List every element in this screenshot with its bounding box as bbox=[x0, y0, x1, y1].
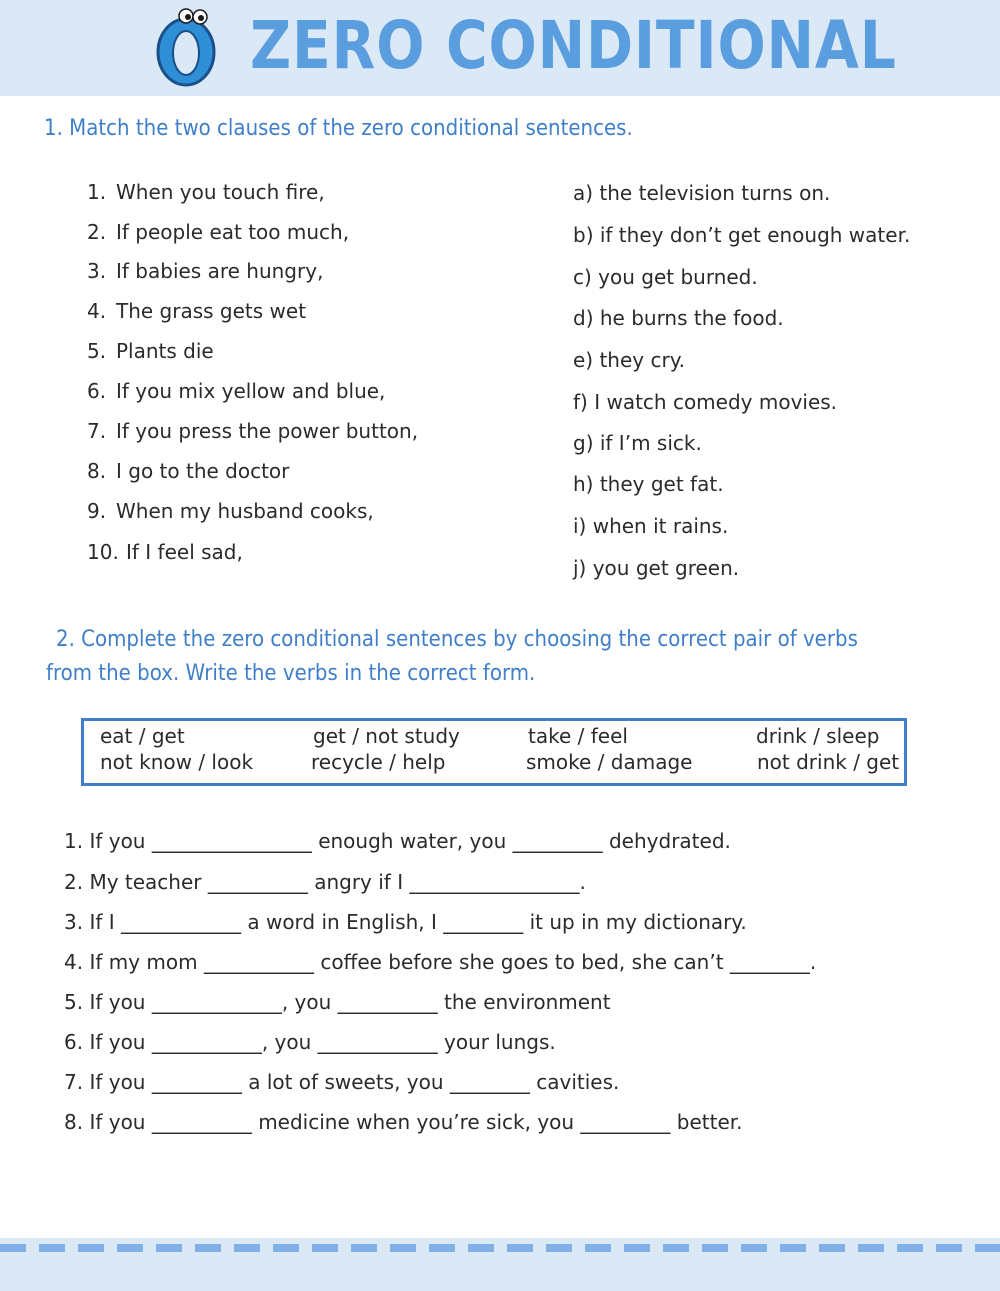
clause-left-item bbox=[87, 220, 349, 244]
clause-left-item bbox=[87, 499, 374, 523]
word-box-item: smoke / damage bbox=[526, 750, 693, 774]
clause-left-item bbox=[87, 339, 214, 363]
fill-in-question: 6. If you ___________, you ____________ your lungs. bbox=[64, 1030, 556, 1054]
clause-right-item: h) they get fat. bbox=[573, 472, 724, 496]
clause-number: 2. bbox=[87, 220, 107, 244]
section2-instruction-line1: 2. Complete the zero conditional sentences by choosing the correct pair of verbs bbox=[56, 627, 858, 652]
word-box-item: recycle / help bbox=[311, 750, 446, 774]
clause-number: 6. bbox=[87, 379, 107, 403]
clause-text: If babies are hungry, bbox=[116, 259, 324, 283]
googly-eyed-o-logo-icon bbox=[150, 6, 226, 88]
clause-left-item bbox=[87, 419, 418, 443]
clause-text: When my husband cooks, bbox=[116, 499, 374, 523]
clause-right-item: d) he burns the food. bbox=[573, 306, 784, 330]
section2-instruction-line2: from the box. Write the verbs in the correct form. bbox=[46, 661, 536, 686]
fill-in-question: 1. If you ________________ enough water, you _________ dehydrated. bbox=[64, 829, 731, 853]
clause-number: 1. bbox=[87, 180, 107, 204]
clause-number: 9. bbox=[87, 499, 107, 523]
header-band bbox=[0, 0, 1000, 96]
clause-right-item: j) you get green. bbox=[573, 556, 740, 580]
clause-right-item: i) when it rains. bbox=[573, 514, 729, 538]
clause-number: 4. bbox=[87, 299, 107, 323]
clause-left-item bbox=[87, 459, 289, 483]
word-box-item: drink / sleep bbox=[756, 724, 880, 748]
clause-right-item: g) if I’m sick. bbox=[573, 431, 702, 455]
clause-number: 10. bbox=[87, 540, 119, 564]
clause-text: If I feel sad, bbox=[126, 540, 243, 564]
fill-in-question: 3. If I ____________ a word in English, I ________ it up in my dictionary. bbox=[64, 910, 747, 934]
section1-instruction: 1. Match the two clauses of the zero conditional sentences. bbox=[44, 116, 633, 141]
clause-left-item bbox=[87, 180, 325, 204]
clause-text: If you press the power button, bbox=[116, 419, 419, 443]
clause-number: 8. bbox=[87, 459, 107, 483]
clause-right-item: a) the television turns on. bbox=[573, 181, 831, 205]
clause-text: The grass gets wet bbox=[116, 299, 307, 323]
verb-word-box bbox=[81, 718, 907, 786]
clause-right-item: b) if they don’t get enough water. bbox=[573, 223, 911, 247]
clause-number: 3. bbox=[87, 259, 107, 283]
fill-in-question: 5. If you _____________, you __________ the environment bbox=[64, 990, 611, 1014]
fill-in-question: 8. If you __________ medicine when you’re sick, you _________ better. bbox=[64, 1110, 743, 1134]
clause-text: When you touch fire, bbox=[116, 180, 325, 204]
word-box-item: eat / get bbox=[100, 724, 185, 748]
word-box-item: take / feel bbox=[528, 724, 628, 748]
clause-left-item bbox=[87, 259, 323, 283]
clause-text: If people eat too much, bbox=[116, 220, 350, 244]
fill-in-question: 2. My teacher __________ angry if I _________________. bbox=[64, 870, 586, 894]
word-box-item: not drink / get bbox=[757, 750, 900, 774]
clause-left-item bbox=[87, 379, 385, 403]
fill-in-question: 4. If my mom ___________ coffee before she goes to bed, she can’t ________. bbox=[64, 950, 817, 974]
clause-left-item bbox=[87, 540, 243, 564]
dashed-divider bbox=[0, 1244, 1000, 1252]
clause-number: 7. bbox=[87, 419, 107, 443]
clause-left-item bbox=[87, 299, 306, 323]
clause-text: If you mix yellow and blue, bbox=[116, 379, 386, 403]
fill-in-question: 7. If you _________ a lot of sweets, you ________ cavities. bbox=[64, 1070, 620, 1094]
clause-right-item: e) they cry. bbox=[573, 348, 686, 372]
clause-right-item: c) you get burned. bbox=[573, 265, 758, 289]
clause-number: 5. bbox=[87, 339, 107, 363]
clause-text: I go to the doctor bbox=[116, 459, 290, 483]
clause-text: Plants die bbox=[116, 339, 214, 363]
word-box-item: get / not study bbox=[313, 724, 460, 748]
word-box-item: not know / look bbox=[100, 750, 254, 774]
clause-right-item: f) I watch comedy movies. bbox=[573, 390, 838, 414]
page-title: ZERO CONDITIONAL bbox=[250, 7, 897, 84]
